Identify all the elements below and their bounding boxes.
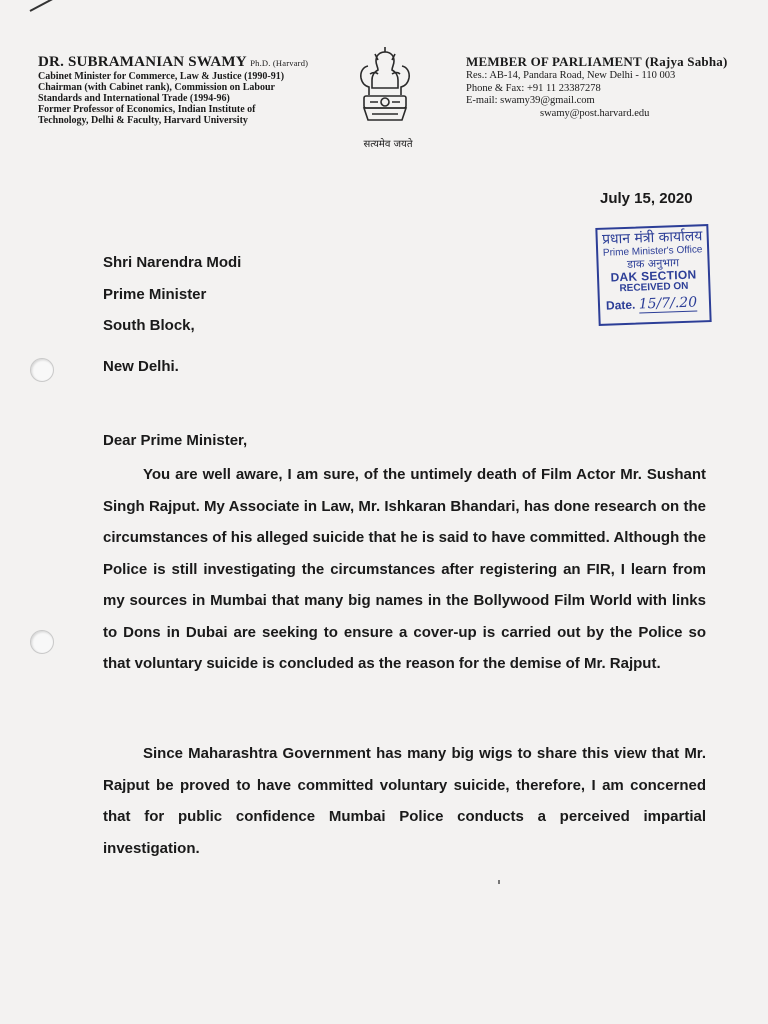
punch-hole xyxy=(30,358,54,382)
phone-fax: Phone & Fax: +91 11 23387278 xyxy=(466,82,601,94)
stamp-date-value: 15/7/.20 xyxy=(638,294,698,313)
stamp-date-label: Date. xyxy=(605,297,636,313)
stamp-date-row xyxy=(600,294,709,314)
sender-degree: Ph.D. (Harvard) xyxy=(250,58,309,68)
pen-mark xyxy=(30,0,61,12)
email-primary: E-mail: swamy39@gmail.com xyxy=(466,95,595,106)
credential-line: Chairman (with Cabinet rank), Commission on Labour xyxy=(38,82,275,93)
letterhead-left xyxy=(38,54,338,126)
salutation: Dear Prime Minister, xyxy=(103,432,248,449)
punch-hole xyxy=(30,630,54,654)
body-paragraph-text: Since Maharashtra Government has many big wigs to share this view that Mr. Rajput be proved to have committed voluntary suicide, therefore, I am concerned that for public confidence Mumbai Police conducts a perceived impartial investigation. xyxy=(103,745,706,857)
credential-line: Cabinet Minister for Commerce, Law & Justice (1990-91) xyxy=(38,71,285,82)
recipient-title: Prime Minister xyxy=(103,286,207,303)
recipient-address-line: New Delhi. xyxy=(103,358,179,375)
credential-line: Former Professor of Economics, Indian Institute of xyxy=(38,104,256,115)
stamp-office: Prime Minister's Office xyxy=(602,244,703,259)
sender-name: DR. SUBRAMANIAN SWAMY xyxy=(38,54,247,70)
body-paragraph xyxy=(103,459,706,680)
received-stamp xyxy=(595,224,711,326)
sender-name-line xyxy=(38,54,338,71)
body-paragraph xyxy=(103,738,706,864)
recipient-name: Shri Narendra Modi xyxy=(103,254,242,271)
stamp-section-hindi: डाक अनुभाग xyxy=(626,256,680,271)
paper-speck xyxy=(498,880,500,884)
body-paragraph-text: You are well aware, I am sure, of the untimely death of Film Actor Mr. Sushant Singh Rajput. My Associate in Law, Mr. Ishkaran Bhandari, has done research on the circumstances of his alleged suicide that he is said to have committed. Although the Police is still investigating the circumstances after registering an FIR, I learn from my sources in Mumbai that many big names in the Bollywood Film World with links to Dons in Dubai are seeking to ensure a cover-up is carried out by the Police so that voluntary suicide is concluded as the reason for the demise of Mr. Rajput. xyxy=(103,466,706,672)
member-title: MEMBER OF PARLIAMENT (Rajya Sabha) xyxy=(466,54,728,69)
residence-address: Res.: AB-14, Pandara Road, New Delhi - 110 003 xyxy=(466,70,676,81)
credential-line: Standards and International Trade (1994-96) xyxy=(38,93,230,104)
emblem-motto: सत्यमेव जयते xyxy=(363,139,413,150)
letterhead-right xyxy=(466,54,736,120)
credential-line: Technology, Delhi & Faculty, Harvard University xyxy=(38,115,248,126)
letter-date: July 15, 2020 xyxy=(600,190,693,207)
stamp-received: RECEIVED ON xyxy=(619,280,689,295)
recipient-address-line: South Block, xyxy=(103,317,195,334)
stamp-office-hindi: प्रधान मंत्री कार्यालय xyxy=(601,228,703,248)
email-secondary: swamy@post.harvard.edu xyxy=(540,107,650,119)
stamp-section: DAK SECTION xyxy=(610,267,697,285)
